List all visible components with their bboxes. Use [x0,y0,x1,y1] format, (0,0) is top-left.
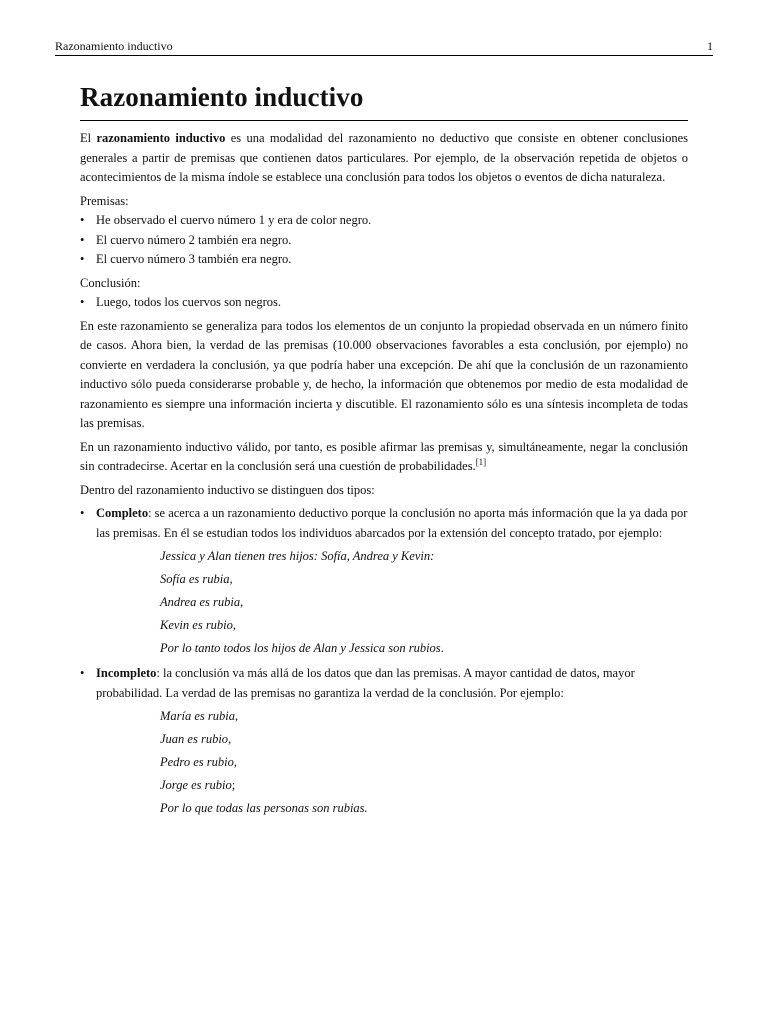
type-term: Completo [96,506,149,520]
example-line: María es rubia, [160,709,239,723]
running-header [55,38,713,56]
paragraph-validity [80,438,688,477]
footnote-reference[interactable]: [1] [475,456,487,467]
conclusion-label: Conclusión: [80,275,141,290]
paragraph-types-intro: Dentro del razonamiento inductivo se distinguen dos tipos: [80,482,375,497]
intro-paragraph [80,129,688,188]
list-item: • El cuervo número 2 también era negro. [80,231,688,251]
intro-post: es una modalidad del razonamiento no deductivo que consiste en obtener conclusiones generales a partir de premisas que contienen datos particulares. Por ejemplo, de la observación repetida de objetos o acontecimientos de la misma índole se establece una conclusión para todos los objetos o eventos de dicha naturaleza. [80,131,688,184]
running-title: Razonamiento inductivo [55,39,173,53]
list-item: • He observado el cuervo número 1 y era de color negro. [80,211,688,231]
type-term: Incompleto [96,666,157,680]
type-item-incompleto [80,664,688,820]
example-line: Juan es rubio, [160,732,232,746]
intro-bold-term: razonamiento inductivo [96,131,226,145]
type-description: : la conclusión va más allá de los datos que dan las premisas. A mayor cantidad de datos, mayor probabilidad. La verdad de las premisas no garantiza la verdad de la conclusión. Por ejemplo: [96,666,635,700]
type-item-completo [80,504,688,660]
example-line: Por lo que todas las personas son rubias. [160,801,368,815]
example-line: Kevin es rubio, [160,618,237,632]
example-line: Pedro es rubio, [160,755,237,769]
premises-list [80,211,688,270]
validity-text: En un razonamiento inductivo válido, por tanto, es posible afirmar las premisas y, simultáneamente, negar la conclusión sin contradecirse. Acertar en la conclusión será una cuestión de probabilidades. [80,439,688,473]
intro-pre: El [80,131,97,145]
list-item: • El cuervo número 3 también era negro. [80,250,688,270]
premises-label: Premisas: [80,193,129,208]
example-line: Jessica y Alan tienen tres hijos: Sofía, Andrea y Kevin: [160,549,435,563]
page-title: Razonamiento inductivo [80,80,688,121]
examples-block [160,545,688,660]
example-line: Jorge es rubio; [160,778,236,792]
article-body [80,80,688,820]
page-number: 1 [707,39,713,53]
type-description: : se acerca a un razonamiento deductivo porque la conclusión no aporta más información que la ya dada por las premisas. En él se estudian todos los individuos abarcados por la extensión del concepto tratado, por ejemplo: [96,506,688,540]
example-line: Por lo tanto todos los hijos de Alan y Jessica son rubios. [160,641,444,655]
types-list [80,504,688,820]
conclusion-list [80,293,688,313]
examples-block [160,705,688,820]
example-line: Andrea es rubia, [160,595,244,609]
list-item: • Luego, todos los cuervos son negros. [80,293,688,313]
paragraph-generalization: En este razonamiento se generaliza para todos los elementos de un conjunto la propiedad observada en un número finito de casos. Ahora bien, la verdad de las premisas (10.000 observaciones favorables a esta conclusión, por ejemplo) no convierte en verdadera la conclusión, ya que podría haber una excepción. De ahí que la conclusión de un razonamiento inductivo sólo pueda considerarse probable y, de hecho, la información que obtenemos por medio de esta modalidad de razonamiento es siempre una información incierta y discutible. El razonamiento sólo es una síntesis incompleta de todas las premisas. [80,318,688,430]
example-line: Sofía es rubia, [160,572,233,586]
